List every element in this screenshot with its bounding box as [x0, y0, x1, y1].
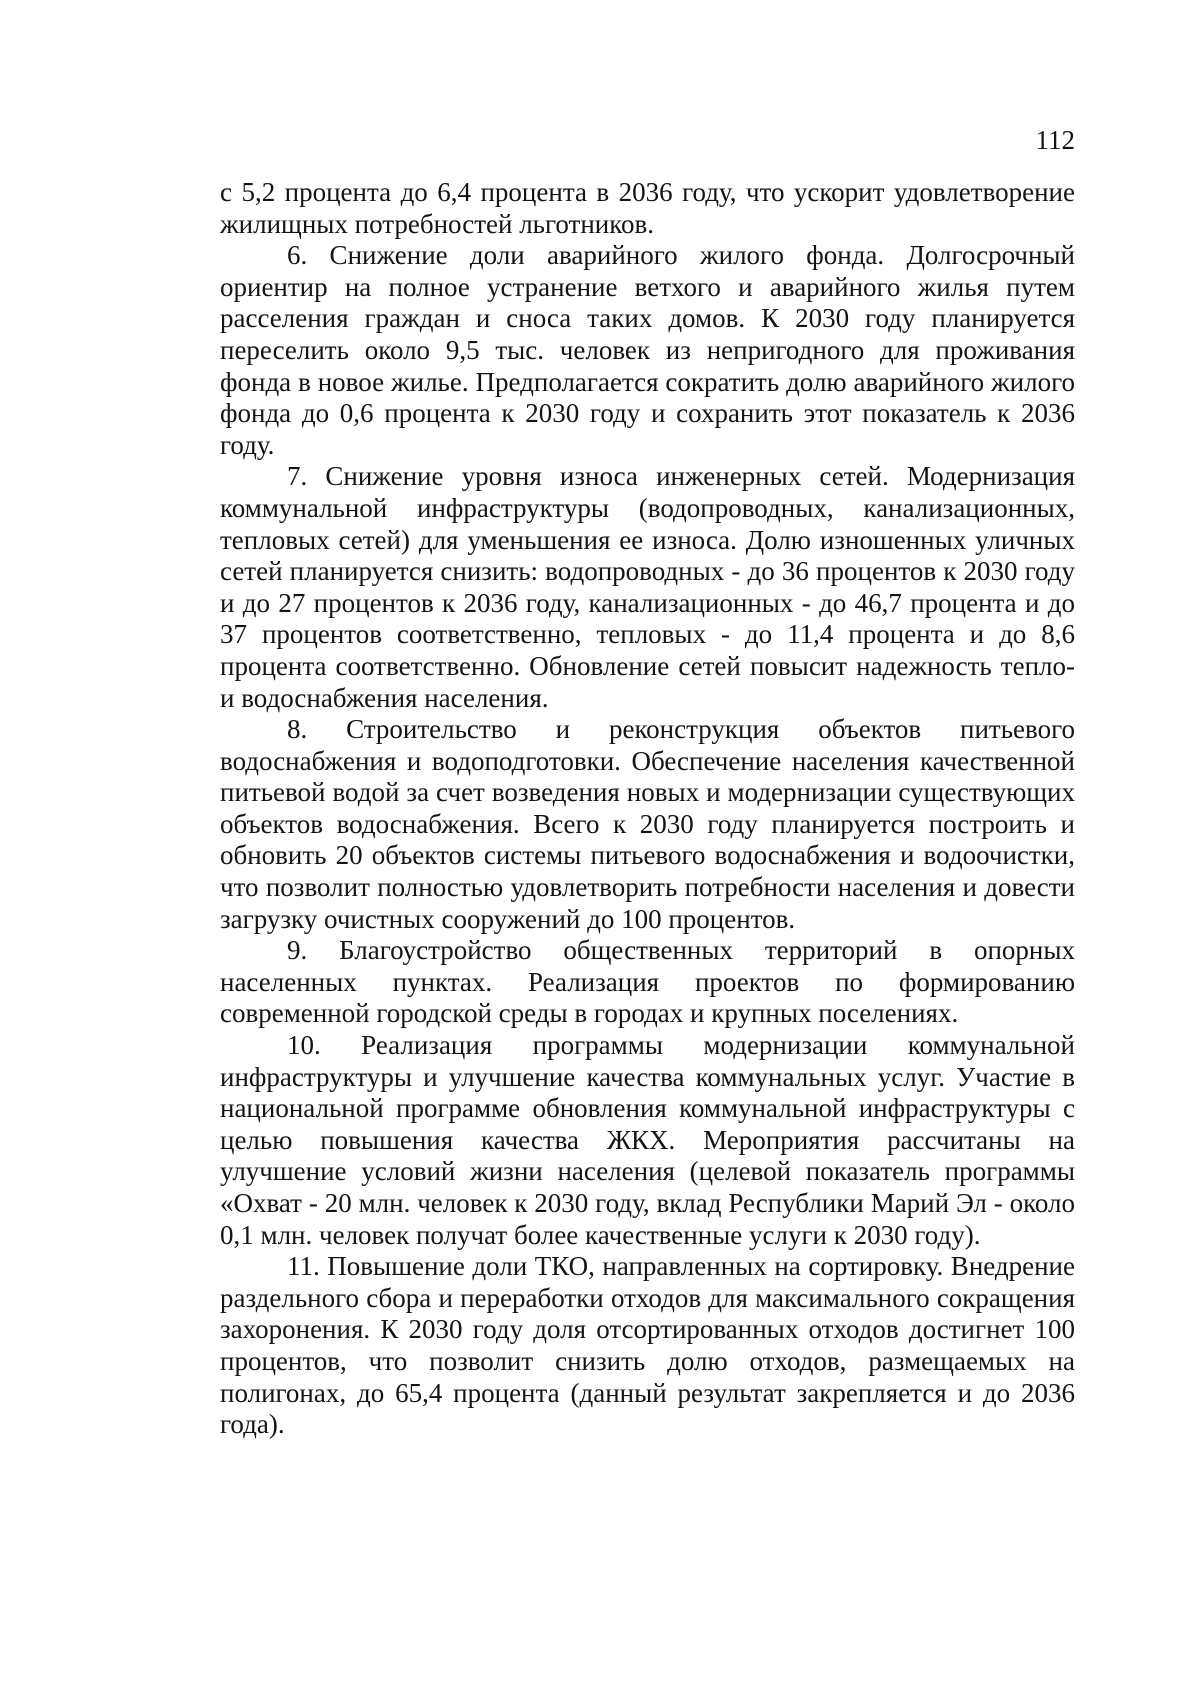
paragraph-item-11: 11. Повышение доли ТКО, направленных на сортировку. Внедрение раздельного сбора и переработки отходов для максимального сокращения захоронения. К 2030 году доля отсортированных отходов достигнет 100 процентов, что позволит снизить долю отходов, размещаемых на полигонах, до 65,4 процента (данный результат закрепляется и до 2036 года). [220, 1251, 1075, 1440]
document-body [220, 177, 1075, 1441]
paragraph-item-9: 9. Благоустройство общественных территорий в опорных населенных пунктах. Реализация проектов по формированию современной городской среды в городах и крупных поселениях. [220, 935, 1075, 1029]
page-number: 112 [1035, 125, 1075, 155]
paragraph-item-6: 6. Снижение доли аварийного жилого фонда. Долгосрочный ориентир на полное устранение ветхого и аварийного жилья путем расселения граждан и сноса таких домов. К 2030 году планируется переселить около 9,5 тыс. человек из непригодного для проживания фонда в новое жилье. Предполагается сократить долю аварийного жилого фонда до 0,6 процента к 2030 году и сохранить этот показатель к 2036 году. [220, 240, 1075, 460]
paragraph-item-10: 10. Реализация программы модернизации коммунальной инфраструктуры и улучшение качества коммунальных услуг. Участие в национальной программе обновления коммунальной инфраструктуры с целью повышения качества ЖКХ. Мероприятия рассчитаны на улучшение условий жизни населения (целевой показатель программы «Охват - 20 млн. человек к 2030 году, вклад Республики Марий Эл - около 0,1 млн. человек получат более качественные услуги к 2030 году). [220, 1030, 1075, 1250]
paragraph-item-7: 7. Снижение уровня износа инженерных сетей. Модернизация коммунальной инфраструктуры (водопроводных, канализационных, тепловых сетей) для уменьшения ее износа. Долю изношенных уличных сетей планируется снизить: водопроводных - до 36 процентов к 2030 году и до 27 процентов к 2036 году, канализационных - до 46,7 процента и до 37 процентов соответственно, тепловых - до 11,4 процента и до 8,6 процента соответственно. Обновление сетей повысит надежность тепло- и водоснабжения населения. [220, 461, 1075, 713]
paragraph-continuation: с 5,2 процента до 6,4 процента в 2036 году, что ускорит удовлетворение жилищных потребностей льготников. [220, 177, 1075, 239]
paragraph-item-8: 8. Строительство и реконструкция объектов питьевого водоснабжения и водоподготовки. Обеспечение населения качественной питьевой водой за счет возведения новых и модернизации существующих объектов водоснабжения. Всего к 2030 году планируется построить и обновить 20 объектов системы питьевого водоснабжения и водоочистки, что позволит полностью удовлетворить потребности населения и довести загрузку очистных сооружений до 100 процентов. [220, 714, 1075, 934]
